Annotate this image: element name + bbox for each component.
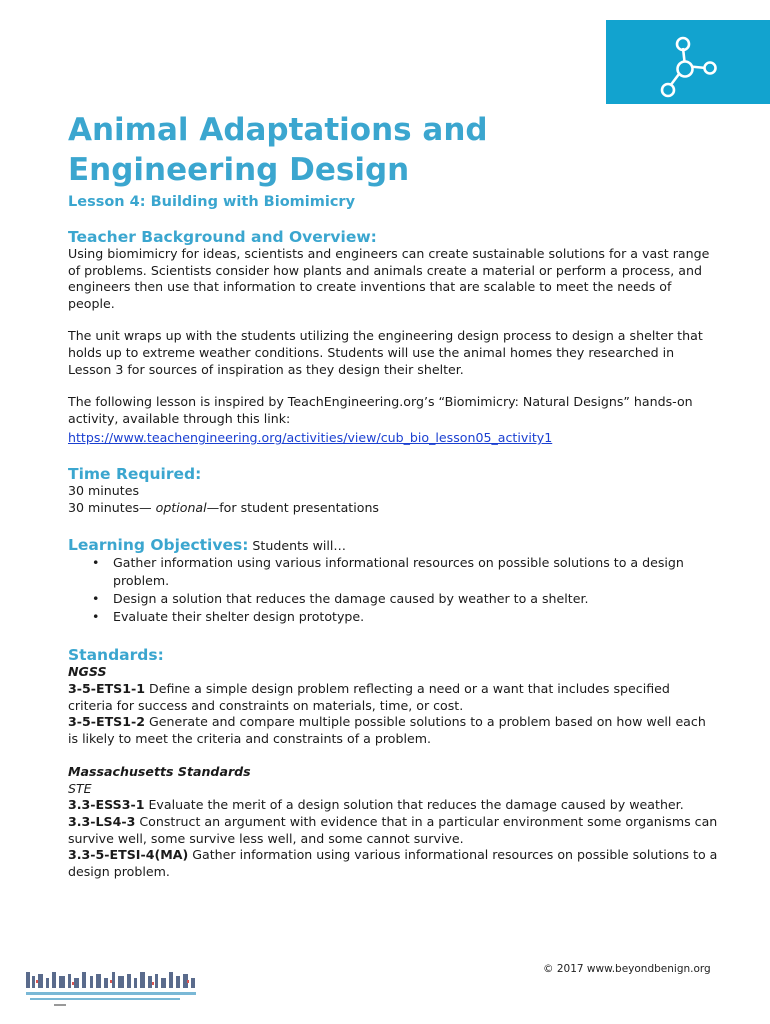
ste-label: STE (68, 780, 92, 796)
standards-heading: Standards: (68, 646, 164, 665)
standard-entry (68, 847, 718, 880)
standard-text: Construct an argument with evidence that in a particular environment some organisms can survive well, some survive less well, and some cannot survive. (68, 814, 718, 846)
standard-text: Generate and compare multiple possible solutions to a problem based on how well each is likely to meet the criteria and constraints of a problem. (68, 714, 706, 746)
lesson-subtitle: Lesson 4: Building with Biomimicry (68, 194, 356, 210)
standard-code: 3-5-ETS1-1 (68, 680, 145, 696)
standard-code: 3.3-5-ETSI-4(MA) (68, 847, 189, 863)
standard-text: Define a simple design problem reflecting a need or a want that includes specified criteria for success and constraints on materials, time, or cost. (68, 680, 670, 713)
teachengineering-link[interactable]: https://www.teachengineering.org/activities/view/cub_bio_lesson05_activity1 (68, 430, 553, 446)
title-line-2: Engineering Design (68, 152, 410, 188)
header-accent-box (606, 20, 770, 104)
objectives-list (68, 554, 718, 625)
objectives-heading-row (68, 535, 718, 555)
objective-text: Gather information using various informational resources on possible solutions to a design problem. (113, 555, 684, 588)
list-item (92, 590, 718, 608)
list-item (92, 554, 718, 590)
standard-text: Evaluate the merit of a design solution that reduces the damage caused by weather. (144, 797, 684, 813)
standard-entry (68, 681, 718, 714)
time-line-2 (68, 500, 718, 517)
time-heading: Time Required: (68, 465, 202, 484)
objective-text: Evaluate their shelter design prototype. (113, 608, 365, 624)
ma-standards-label: Massachusetts Standards (68, 764, 251, 780)
ngss-label: NGSS (68, 664, 107, 680)
standard-code: 3-5-ETS1-2 (68, 714, 145, 730)
bullet-icon: • (92, 590, 100, 606)
copyright-footer: © 2017 www.beyondbenign.org (543, 963, 711, 975)
standard-text: Gather information using various informational resources on possible solutions to a design problem. (68, 847, 718, 879)
page-title (68, 110, 718, 190)
standard-code: 3.3-ESS3-1 (68, 797, 145, 813)
objectives-heading: Learning Objectives: (68, 535, 249, 554)
objective-text: Design a solution that reduces the damage caused by weather to a shelter. (113, 590, 589, 606)
time-line-1: 30 minutes (68, 483, 140, 499)
background-paragraph-3: The following lesson is inspired by TeachEngineering.org’s “Biomimicry: Natural Designs” hands-on activity, available through this link: (68, 394, 693, 426)
list-item (92, 608, 718, 626)
time-line-2-optional: optional (155, 499, 207, 515)
molecule-icon (658, 34, 728, 104)
standard-entry (68, 797, 718, 814)
bullet-icon: • (92, 555, 100, 571)
standard-entry (68, 714, 718, 747)
beyond-benign-logo (24, 966, 204, 1012)
standard-code: 3.3-LS4-3 (68, 814, 136, 830)
background-heading: Teacher Background and Overview: (68, 228, 377, 246)
objectives-intro: Students will… (248, 537, 346, 553)
bullet-icon: • (92, 608, 100, 624)
title-line-1: Animal Adaptations and (68, 112, 488, 148)
standard-entry (68, 814, 718, 847)
background-paragraph-1: Using biomimicry for ideas, scientists and engineers can create sustainable solutions for a vast range of problems. Scientists consider how plants and animals create a material or perform a process, and engineers then use that information to create inventions that are scalable to meet the needs of people. (68, 246, 710, 311)
document-body (68, 110, 718, 880)
background-paragraph-2: The unit wraps up with the students utilizing the engineering design process to design a shelter that holds up to extreme weather conditions. Students will use the animal homes they researched in Lesson 3 for sources of inspiration as they design their shelter. (68, 328, 703, 377)
time-line-2-c: —for student presentations (206, 499, 379, 515)
time-line-2-a: 30 minutes— (68, 499, 156, 515)
